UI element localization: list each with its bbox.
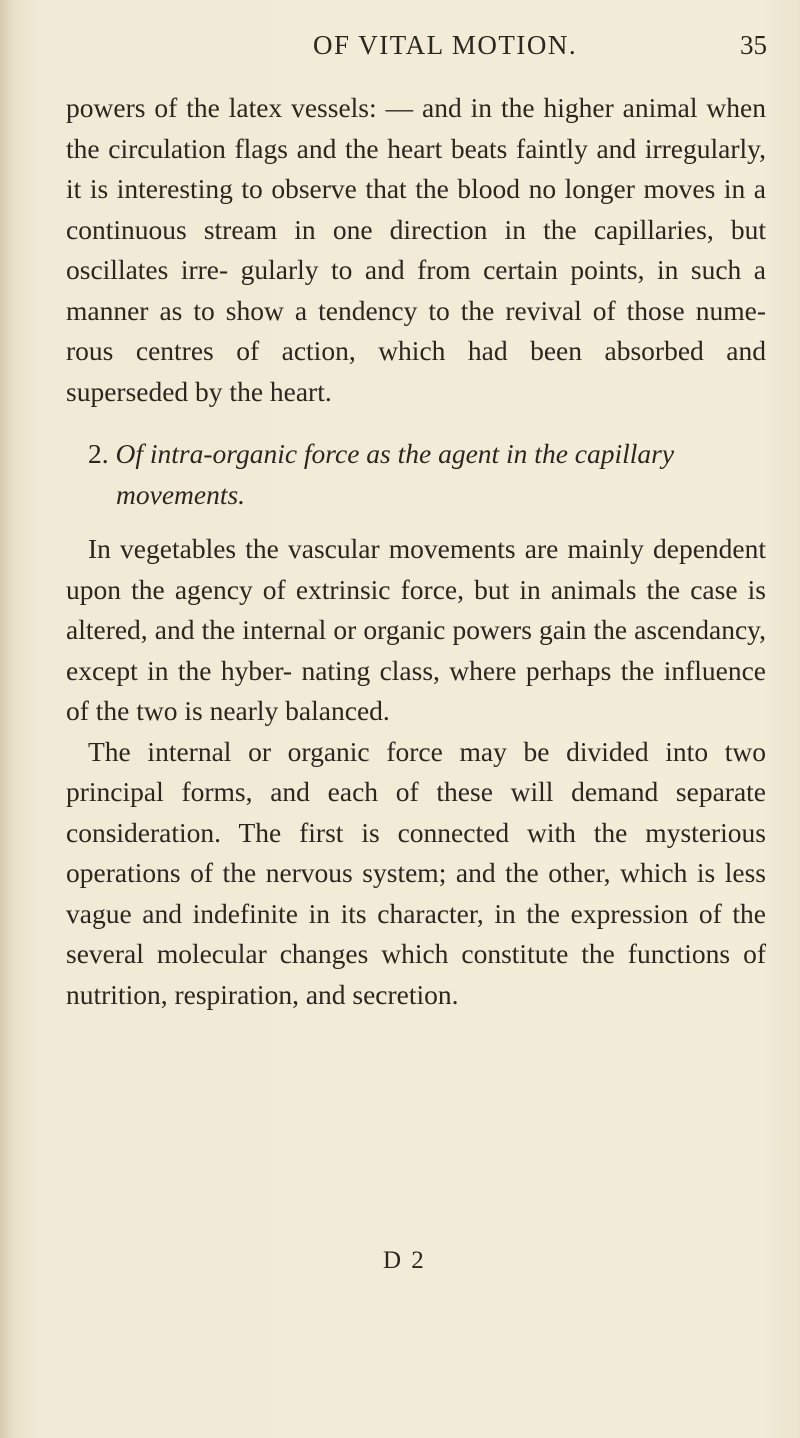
paragraph-internal-force: The internal or organic force may be divided into two principal forms, and each of these will demand separate consideration. The first is connected with the mysterious operations of the nervous system; and the other, which is less vague and indefinite in its character, in the expression of the several molecular changes which constitute the functions of nutrition, respiration, and secretion. [66,735,766,1010]
body-text [66,88,766,1015]
page-number: 35 [740,30,767,60]
paragraph-vegetables: In vegetables the vascular movements are mainly dependent upon the agency of extrinsic force, but in animals the case is altered, and the internal or organic powers gain the ascendancy, except in the hyber- nating class, where perhaps the influence of the two is nearly balanced. [66,533,766,726]
page-header [0,30,800,70]
running-head: OF VITAL MOTION. [313,30,578,60]
section-title: Of intra-organic force as the agent in the capillary movements. [115,438,675,510]
paragraph-continued: powers of the latex vessels: — and in the higher animal when the circulation flags and the heart beats faintly and irregularly, it is interesting to observe that the blood no longer moves in a continuous stream in one direction in the capillaries, but oscillates irre- gularly to and from certain points, in such a manner as to show a tendency to the revival of those nume- rous centres of action, which had been absorbed and superseded by the heart. [66,92,766,407]
section-heading [66,434,766,515]
signature-mark: D 2 [383,1247,426,1274]
section-number: 2. [88,438,109,469]
